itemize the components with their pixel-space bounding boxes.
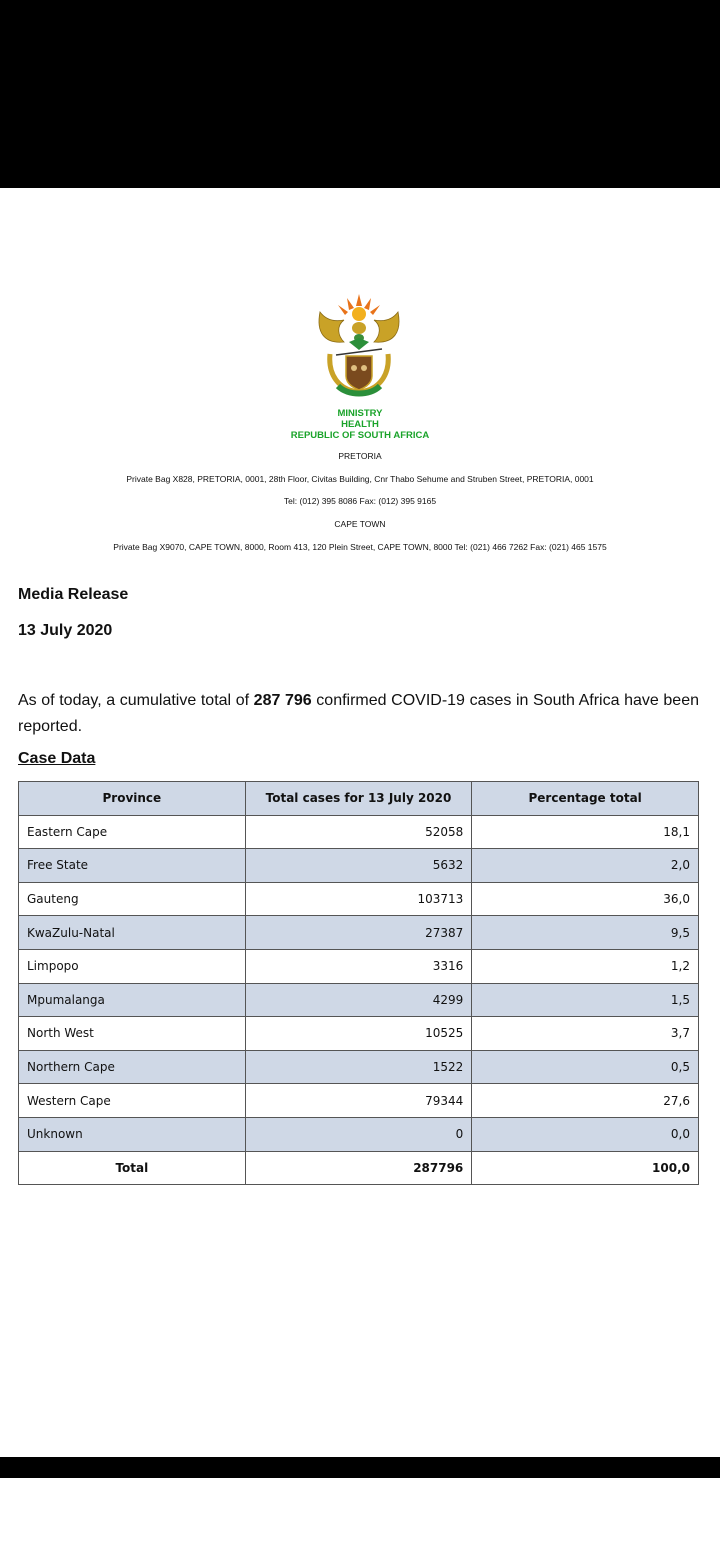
percent-cell: 18,1: [472, 815, 699, 849]
case-data-table: [18, 781, 699, 1185]
table-total-row: [19, 1151, 699, 1185]
capetown-label: CAPE TOWN: [334, 519, 386, 529]
intro-text-after: confirmed COVID-19 cases in South Africa have been reported.: [18, 692, 699, 735]
province-cell: Eastern Cape: [19, 815, 246, 849]
percent-cell: 36,0: [472, 882, 699, 916]
province-cell: Unknown: [19, 1117, 246, 1151]
navigation-bar-area: [0, 1457, 720, 1478]
release-title: Media Release: [18, 586, 129, 603]
table-header-row: [19, 782, 699, 816]
percent-cell: 3,7: [472, 1017, 699, 1051]
cases-cell: 79344: [245, 1084, 472, 1118]
ministry-line: MINISTRY: [337, 408, 383, 419]
percent-cell: 2,0: [472, 849, 699, 883]
column-header-percentage: Percentage total: [472, 782, 699, 816]
table-row: [19, 815, 699, 849]
percent-cell: 9,5: [472, 916, 699, 950]
total-label-cell: Total: [19, 1151, 246, 1185]
table-row: [19, 949, 699, 983]
table-row: [19, 1084, 699, 1118]
cases-cell: 10525: [245, 1017, 472, 1051]
province-cell: Mpumalanga: [19, 983, 246, 1017]
province-cell: Gauteng: [19, 882, 246, 916]
column-header-province: Province: [19, 782, 246, 816]
status-bar-area: [0, 0, 720, 188]
cases-cell: 1522: [245, 1050, 472, 1084]
cases-cell: 52058: [245, 815, 472, 849]
province-cell: KwaZulu-Natal: [19, 916, 246, 950]
table-row: [19, 983, 699, 1017]
release-date: 13 July 2020: [18, 622, 113, 639]
percent-cell: 0,0: [472, 1117, 699, 1151]
cases-cell: 0: [245, 1117, 472, 1151]
cases-cell: 5632: [245, 849, 472, 883]
table-row: [19, 916, 699, 950]
department-line: HEALTH: [341, 419, 379, 430]
table-row: [19, 849, 699, 883]
intro-total-cases: 287 796: [253, 692, 312, 709]
country-line: REPUBLIC OF SOUTH AFRICA: [290, 430, 430, 441]
pretoria-contact: Tel: (012) 395 8086 Fax: (012) 395 9165: [283, 496, 437, 506]
province-cell: Limpopo: [19, 949, 246, 983]
cases-cell: 3316: [245, 949, 472, 983]
cases-cell: 4299: [245, 983, 472, 1017]
pretoria-address: Private Bag X828, PRETORIA, 0001, 28th Floor, Civitas Building, Cnr Thabo Sehume and Struben Street, PRETORIA, 0001: [126, 474, 594, 484]
percent-cell: 1,5: [472, 983, 699, 1017]
case-data-heading: Case Data: [18, 750, 96, 767]
coat-of-arms-icon: [314, 292, 404, 402]
table-row: [19, 1017, 699, 1051]
pretoria-label: PRETORIA: [338, 451, 382, 461]
province-cell: Western Cape: [19, 1084, 246, 1118]
province-cell: Northern Cape: [19, 1050, 246, 1084]
table-row: [19, 1117, 699, 1151]
intro-text-before: As of today, a cumulative total of: [18, 692, 254, 709]
cases-cell: 27387: [245, 916, 472, 950]
capetown-address: Private Bag X9070, CAPE TOWN, 8000, Room 413, 120 Plein Street, CAPE TOWN, 8000 Tel: (021) 466 7262 Fax: (021) 465 1575: [113, 542, 607, 552]
total-cases-cell: 287796: [245, 1151, 472, 1185]
column-header-total-cases: Total cases for 13 July 2020: [245, 782, 472, 816]
percent-cell: 27,6: [472, 1084, 699, 1118]
percent-cell: 0,5: [472, 1050, 699, 1084]
province-cell: North West: [19, 1017, 246, 1051]
percent-cell: 1,2: [472, 949, 699, 983]
province-cell: Free State: [19, 849, 246, 883]
cases-cell: 103713: [245, 882, 472, 916]
table-row: [19, 1050, 699, 1084]
intro-paragraph: [18, 688, 699, 740]
total-percent-cell: 100,0: [472, 1151, 699, 1185]
table-row: [19, 882, 699, 916]
